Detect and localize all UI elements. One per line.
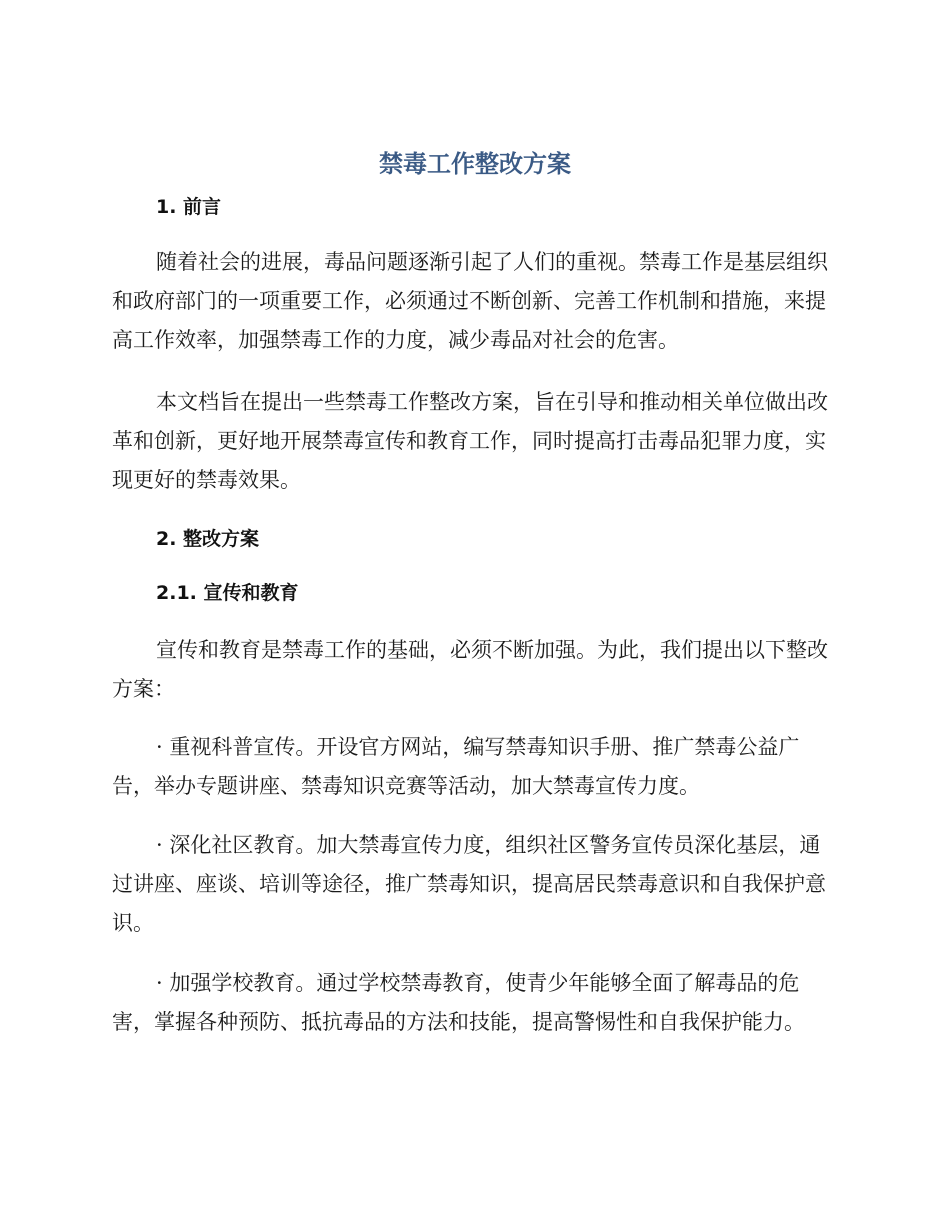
bullet-item-science-publicity: · 重视科普宣传。开设官方网站，编写禁毒知识手册、推广禁毒公益广告，举办专题讲座、禁毒知识竞赛等活动，加大禁毒宣传力度。 [112,735,800,798]
section-heading-intro: 1. 前言 [156,196,222,218]
bullet-item-community-education: · 深化社区教育。加大禁毒宣传力度，组织社区警务宣传员深化基层，通过讲座、座谈、培训等途径，推广禁毒知识，提高居民禁毒意识和自我保护意识。 [112,833,826,935]
section-heading-plan: 2. 整改方案 [156,528,260,550]
bullet-item-school-education: · 加强学校教育。通过学校禁毒教育，使青少年能够全面了解毒品的危害，掌握各种预防、抵抗毒品的方法和技能，提高警惕性和自我保护能力。 [112,971,805,1034]
document-title: 禁毒工作整改方案 [379,150,571,178]
education-paragraph: 宣传和教育是禁毒工作的基础，必须不断加强。为此，我们提出以下整改方案： [112,638,828,701]
subsection-heading-education: 2.1. 宣传和教育 [156,582,299,604]
intro-paragraph-1: 随着社会的进展，毒品问题逐渐引起了人们的重视。禁毒工作是基层组织和政府部门的一项重要工作，必须通过不断创新、完善工作机制和措施，来提高工作效率，加强禁毒工作的力度，减少毒品对社会的危害。 [112,250,828,352]
intro-paragraph-2: 本文档旨在提出一些禁毒工作整改方案，旨在引导和推动相关单位做出改革和创新，更好地开展禁毒宣传和教育工作，同时提高打击毒品犯罪力度，实现更好的禁毒效果。 [112,390,828,492]
